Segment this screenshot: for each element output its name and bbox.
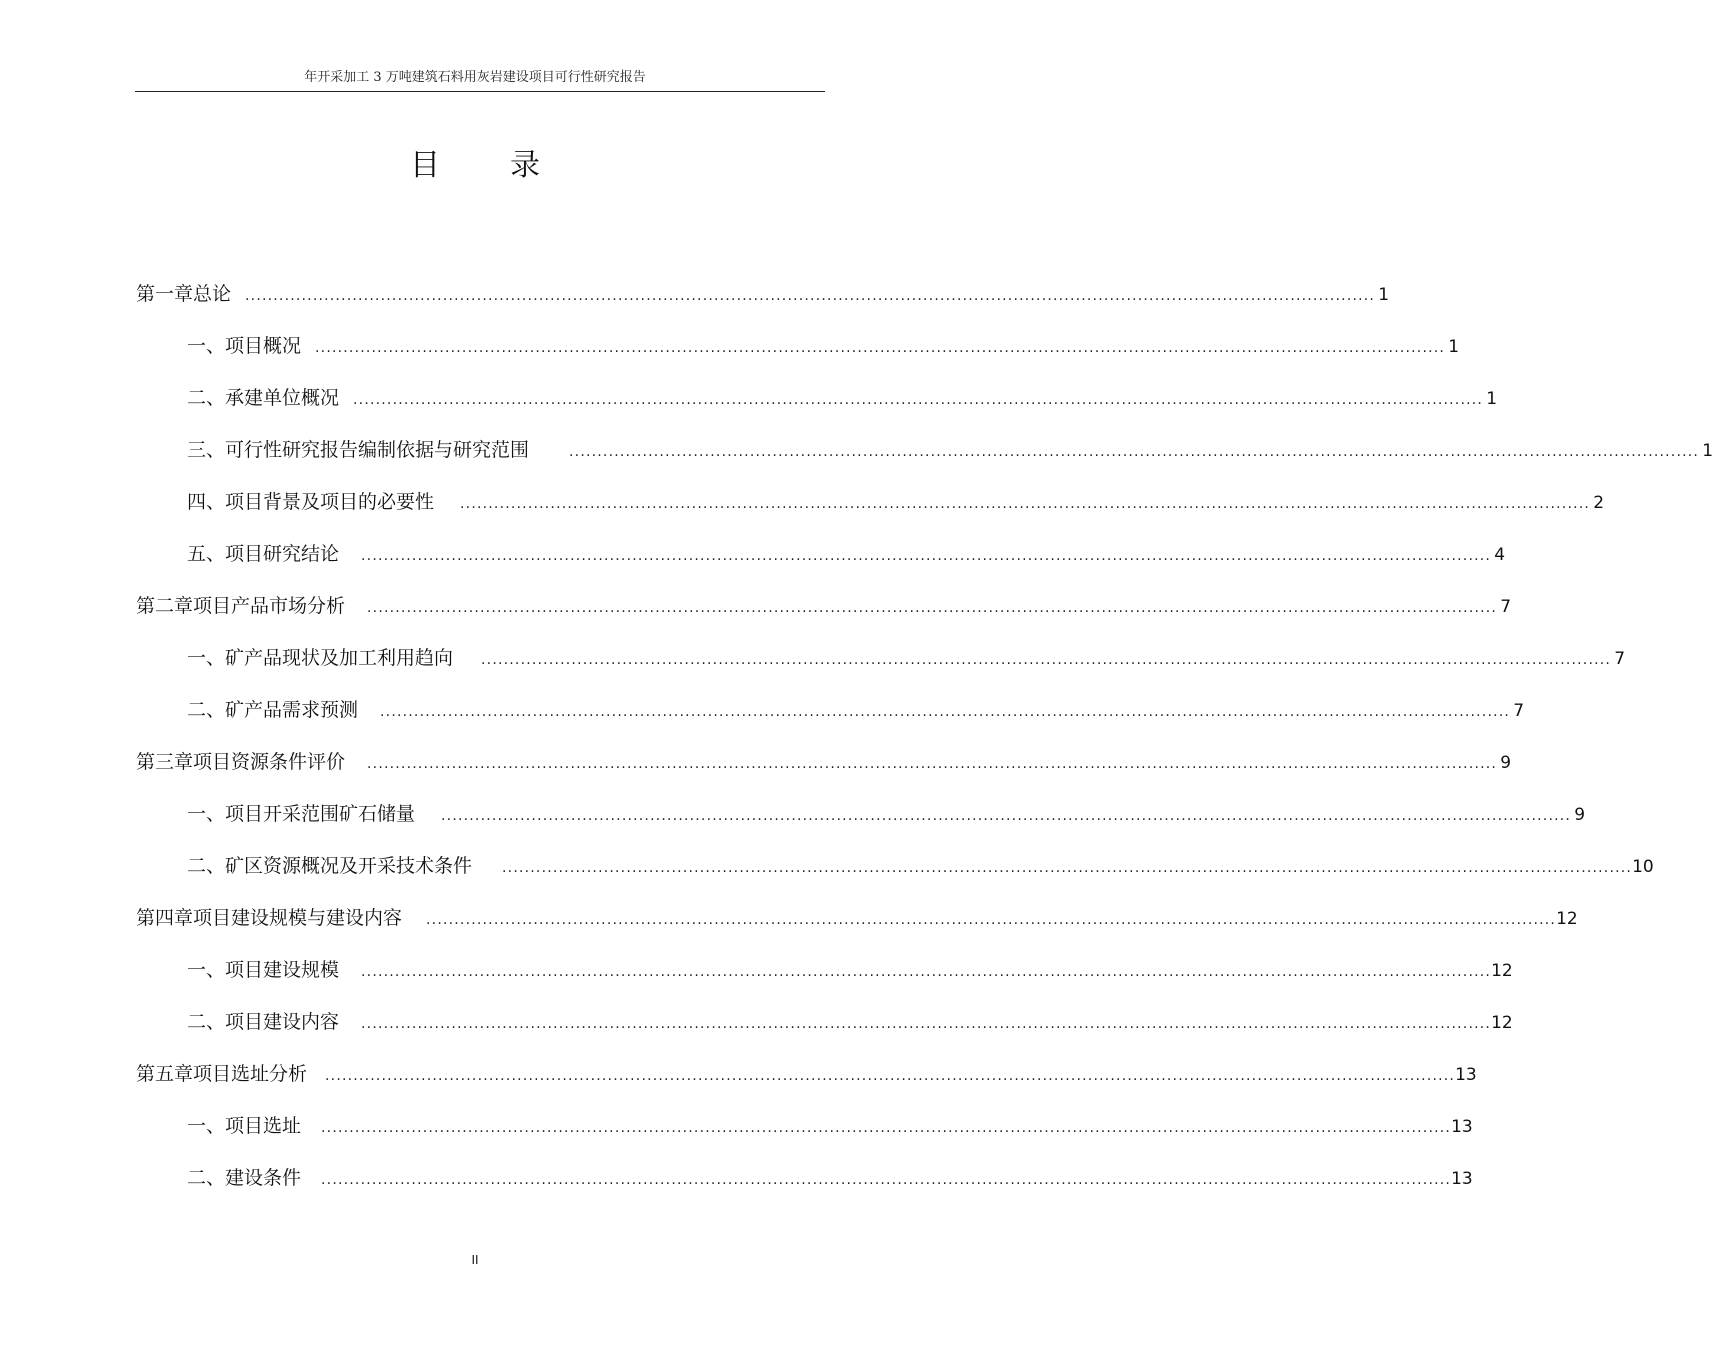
toc-entry-section[interactable] [187,955,1513,985]
entry-text: 二、矿产品需求预测 [187,699,359,721]
leader-dots: ........................................................................................................................................................................................................ [325,1068,1456,1084]
entry-page: 7 [1513,701,1525,721]
entry-page: 13 [1451,1117,1473,1137]
entry-page: 9 [1500,753,1512,773]
toc-entry-section[interactable] [187,539,1506,569]
entry-page: 1 [1378,285,1390,305]
entry-page: 10 [1632,857,1654,877]
chapter-number: 第五章 [136,1063,194,1085]
leader-dots: ........................................................................................................................................................................................................ [502,860,1633,876]
entry-text: 二、矿区资源概况及开采技术条件 [187,855,473,877]
toc-entry-section[interactable] [187,695,1525,725]
leader-dots: ........................................................................................................................................................................................................ [315,340,1446,356]
leader-dots: ........................................................................................................................................................................................................ [321,1120,1452,1136]
leader-dots: ........................................................................................................................................................................................................ [460,496,1591,512]
entry-text: 项目选址分析 [193,1063,308,1085]
entry-page: 12 [1491,961,1513,981]
running-header: 年开采加工 3 万吨建筑石料用灰岩建设项目可行性研究报告 [304,70,646,85]
toc-entry-chapter-5[interactable] [136,1059,1477,1089]
entry-text: 项目产品市场分析 [193,595,346,617]
leader-dots: ........................................................................................................................................................................................................ [353,392,1484,408]
leader-dots: ........................................................................................................................................................................................................ [245,288,1376,304]
leader-dots: ........................................................................................................................................................................................................ [481,652,1612,668]
toc-entry-section[interactable] [187,1163,1473,1193]
entry-page: 4 [1494,545,1506,565]
leader-dots: ........................................................................................................................................................................................................ [361,1016,1492,1032]
entry-text: 三、可行性研究报告编制依据与研究范围 [187,439,530,461]
leader-dots: ........................................................................................................................................................................................................ [367,756,1498,772]
entry-page: 7 [1500,597,1512,617]
entry-text: 总论 [193,283,232,305]
chapter-number: 第三章 [136,751,194,773]
leader-dots: ........................................................................................................................................................................................................ [569,444,1700,460]
entry-page: 13 [1455,1065,1477,1085]
chapter-number: 第一章 [136,283,194,305]
entry-page: 1 [1702,441,1713,461]
entry-page: 1 [1486,389,1498,409]
entry-text: 二、项目建设内容 [187,1011,340,1033]
toc-entry-section[interactable] [187,383,1498,413]
leader-dots: ........................................................................................................................................................................................................ [426,912,1557,928]
entry-text: 五、项目研究结论 [187,543,340,565]
toc-entry-chapter-4[interactable] [136,903,1578,933]
entry-page: 1 [1448,337,1460,357]
toc-entry-chapter-2[interactable] [136,591,1512,621]
toc-entry-chapter-1[interactable] [136,279,1390,309]
entry-page: 12 [1556,909,1578,929]
toc-entry-section[interactable] [187,487,1605,517]
toc-entry-section[interactable] [187,643,1626,673]
leader-dots: ........................................................................................................................................................................................................ [321,1172,1452,1188]
page-number: II [471,1253,479,1267]
entry-text: 项目建设规模与建设内容 [193,907,403,929]
chapter-number: 第四章 [136,907,194,929]
entry-page: 7 [1614,649,1626,669]
entry-page: 9 [1574,805,1586,825]
entry-page: 12 [1491,1013,1513,1033]
leader-dots: ........................................................................................................................................................................................................ [367,600,1498,616]
entry-text: 一、项目建设规模 [187,959,340,981]
chapter-number: 第二章 [136,595,194,617]
entry-text: 一、项目选址 [187,1115,302,1137]
entry-text: 项目资源条件评价 [193,751,346,773]
leader-dots: ........................................................................................................................................................................................................ [380,704,1511,720]
entry-text: 一、矿产品现状及加工利用趋向 [187,647,454,669]
entry-text: 二、建设条件 [187,1167,302,1189]
entry-page: 2 [1593,493,1605,513]
leader-dots: ........................................................................................................................................................................................................ [441,808,1572,824]
toc-entry-chapter-3[interactable] [136,747,1512,777]
entry-text: 二、承建单位概况 [187,387,340,409]
toc-entry-section[interactable] [187,1007,1513,1037]
leader-dots: ........................................................................................................................................................................................................ [361,964,1492,980]
entry-text: 一、项目概况 [187,335,302,357]
entry-page: 13 [1451,1169,1473,1189]
entry-text: 一、项目开采范围矿石储量 [187,803,416,825]
toc-entry-section[interactable] [187,799,1586,829]
toc-entry-section[interactable] [187,435,1713,465]
toc-entry-section[interactable] [187,851,1654,881]
entry-text: 四、项目背景及项目的必要性 [187,491,435,513]
toc-title: 目录 [410,148,610,183]
toc-entry-section[interactable] [187,1111,1473,1141]
leader-dots: ........................................................................................................................................................................................................ [361,548,1492,564]
header-rule [135,91,825,92]
toc-entry-section[interactable] [187,331,1460,361]
